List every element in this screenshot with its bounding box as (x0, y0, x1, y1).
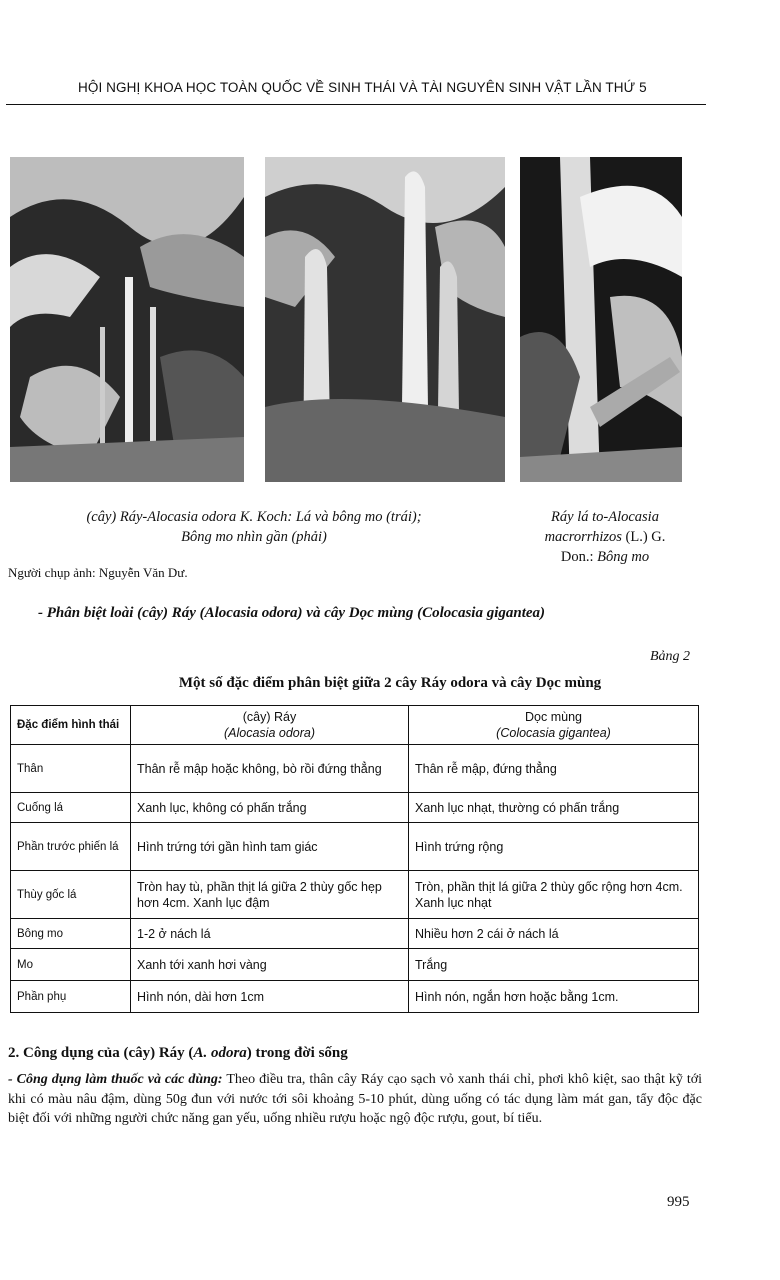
table-number: Bảng 2 (650, 649, 691, 664)
table-cell: Tròn, phần thịt lá giữa 2 thùy gốc rộng hơn 4cm. Xanh lục nhạt (409, 871, 699, 919)
table-cell: Hình trứng rộng (409, 823, 699, 871)
caption-left-line1-c: : Lá và bông mo (trái); (287, 509, 422, 525)
caption-right (515, 507, 695, 567)
caption-right-line2-a: macrorrhizos (544, 529, 622, 545)
caption-right-line3-a: Don.: (560, 549, 598, 565)
header-colocasia-latin: (Colocasia gigantea) (496, 726, 611, 740)
header-cell-feature: Đặc điểm hình thái (11, 706, 131, 745)
table-row (11, 949, 699, 981)
table-cell: Phần trước phiến lá (11, 823, 131, 871)
header-alocasia-latin: (Alocasia odora) (223, 726, 315, 740)
page-number: 995 (667, 1194, 690, 1210)
table-row (11, 981, 699, 1013)
section-heading-2 (8, 1045, 348, 1062)
table-cell: Mo (11, 949, 131, 981)
header-cell-colocasia (409, 706, 699, 745)
caption-right-line2-b: (L.) G. (621, 529, 666, 545)
table-cell: 1-2 ở nách lá (131, 919, 409, 949)
table-cell: Bông mo (11, 919, 131, 949)
photo-alocasia-macrorrhizos-spathe (520, 157, 682, 482)
caption-left-line1-a: (cây) Ráy- (86, 509, 148, 525)
table-row (11, 919, 699, 949)
paragraph-text: Theo điều tra, thân cây Ráy cạo sạch vỏ xanh thái chỉ, phơi khô kiệt, sao thật kỹ tới khi có màu nâu đậm, dùng 50g đun với nước tới sôi khoảng 5-10 phút, dùng uống có tác dụng làm mát gan, tẩy độc đặc biệt đối với những người chức năng gan yếu, uống nhiều rượu hoặc ngộ độc rượu, gout, bí tiểu. (8, 1072, 702, 1126)
table-cell: Xanh lục, không có phấn trắng (131, 793, 409, 823)
table-cell: Cuống lá (11, 793, 131, 823)
caption-right-line3-b: Bông mo (597, 549, 650, 565)
header-colocasia-name: Dọc mùng (525, 710, 582, 724)
header-rule (6, 104, 706, 105)
comparison-table (10, 705, 699, 1013)
table-cell: Hình trứng tới gần hình tam giác (131, 823, 409, 871)
caption-left-line1-b: Alocasia odora K. Koch (147, 509, 288, 525)
caption-right-line1: Ráy lá to-Alocasia (551, 509, 659, 525)
table-cell: Xanh lục nhạt, thường có phấn trắng (409, 793, 699, 823)
table-cell: Phần phụ (11, 981, 131, 1013)
photo-credit: Người chụp ảnh: Nguyễn Văn Dư. (8, 565, 188, 580)
table-cell: Thùy gốc lá (11, 871, 131, 919)
table-row (11, 823, 699, 871)
table-cell: Nhiều hơn 2 cái ở nách lá (409, 919, 699, 949)
table-cell: Tròn hay tù, phần thịt lá giữa 2 thùy gốc hẹp hơn 4cm. Xanh lục đậm (131, 871, 409, 919)
paragraph-lead: - Công dụng làm thuốc và các dùng: (8, 1072, 223, 1087)
caption-left (28, 507, 480, 547)
table-cell: Thân rễ mập, đứng thẳng (409, 745, 699, 793)
table-row (11, 793, 699, 823)
table-cell: Xanh tới xanh hơi vàng (131, 949, 409, 981)
running-header: HỘI NGHỊ KHOA HỌC TOÀN QUỐC VỀ SINH THÁI VÀ TÀI NGUYÊN SINH VẬT LẦN THỨ 5 (78, 80, 647, 95)
caption-left-line2: Bông mo nhìn gần (phải) (181, 529, 327, 545)
section-heading-2-b: A. odora (193, 1045, 247, 1061)
table-row (11, 871, 699, 919)
table-cell: Trắng (409, 949, 699, 981)
header-alocasia-name: (cây) Ráy (242, 710, 297, 724)
table-cell: Hình nón, ngắn hơn hoặc bằng 1cm. (409, 981, 699, 1013)
body-paragraph (8, 1070, 702, 1129)
table-cell: Thân (11, 745, 131, 793)
table-cell: Thân rễ mập hoặc không, bò rồi đứng thẳng (131, 745, 409, 793)
photo-alocasia-odora-spathe-closeup (265, 157, 505, 482)
table-header-row (11, 706, 699, 745)
table-row (11, 745, 699, 793)
photo-alocasia-odora-leaves (10, 157, 244, 482)
table-cell: Hình nón, dài hơn 1cm (131, 981, 409, 1013)
section-lead: - Phân biệt loài (cây) Ráy (Alocasia odora) và cây Dọc mùng (Colocasia gigantea) (38, 605, 546, 621)
section-heading-2-a: 2. Công dụng của (cây) Ráy ( (8, 1045, 194, 1061)
section-heading-2-c: ) trong đời sống (246, 1045, 348, 1061)
table-title: Một số đặc điểm phân biệt giữa 2 cây Ráy odora và cây Dọc mùng (178, 675, 602, 691)
header-cell-alocasia (131, 706, 409, 745)
